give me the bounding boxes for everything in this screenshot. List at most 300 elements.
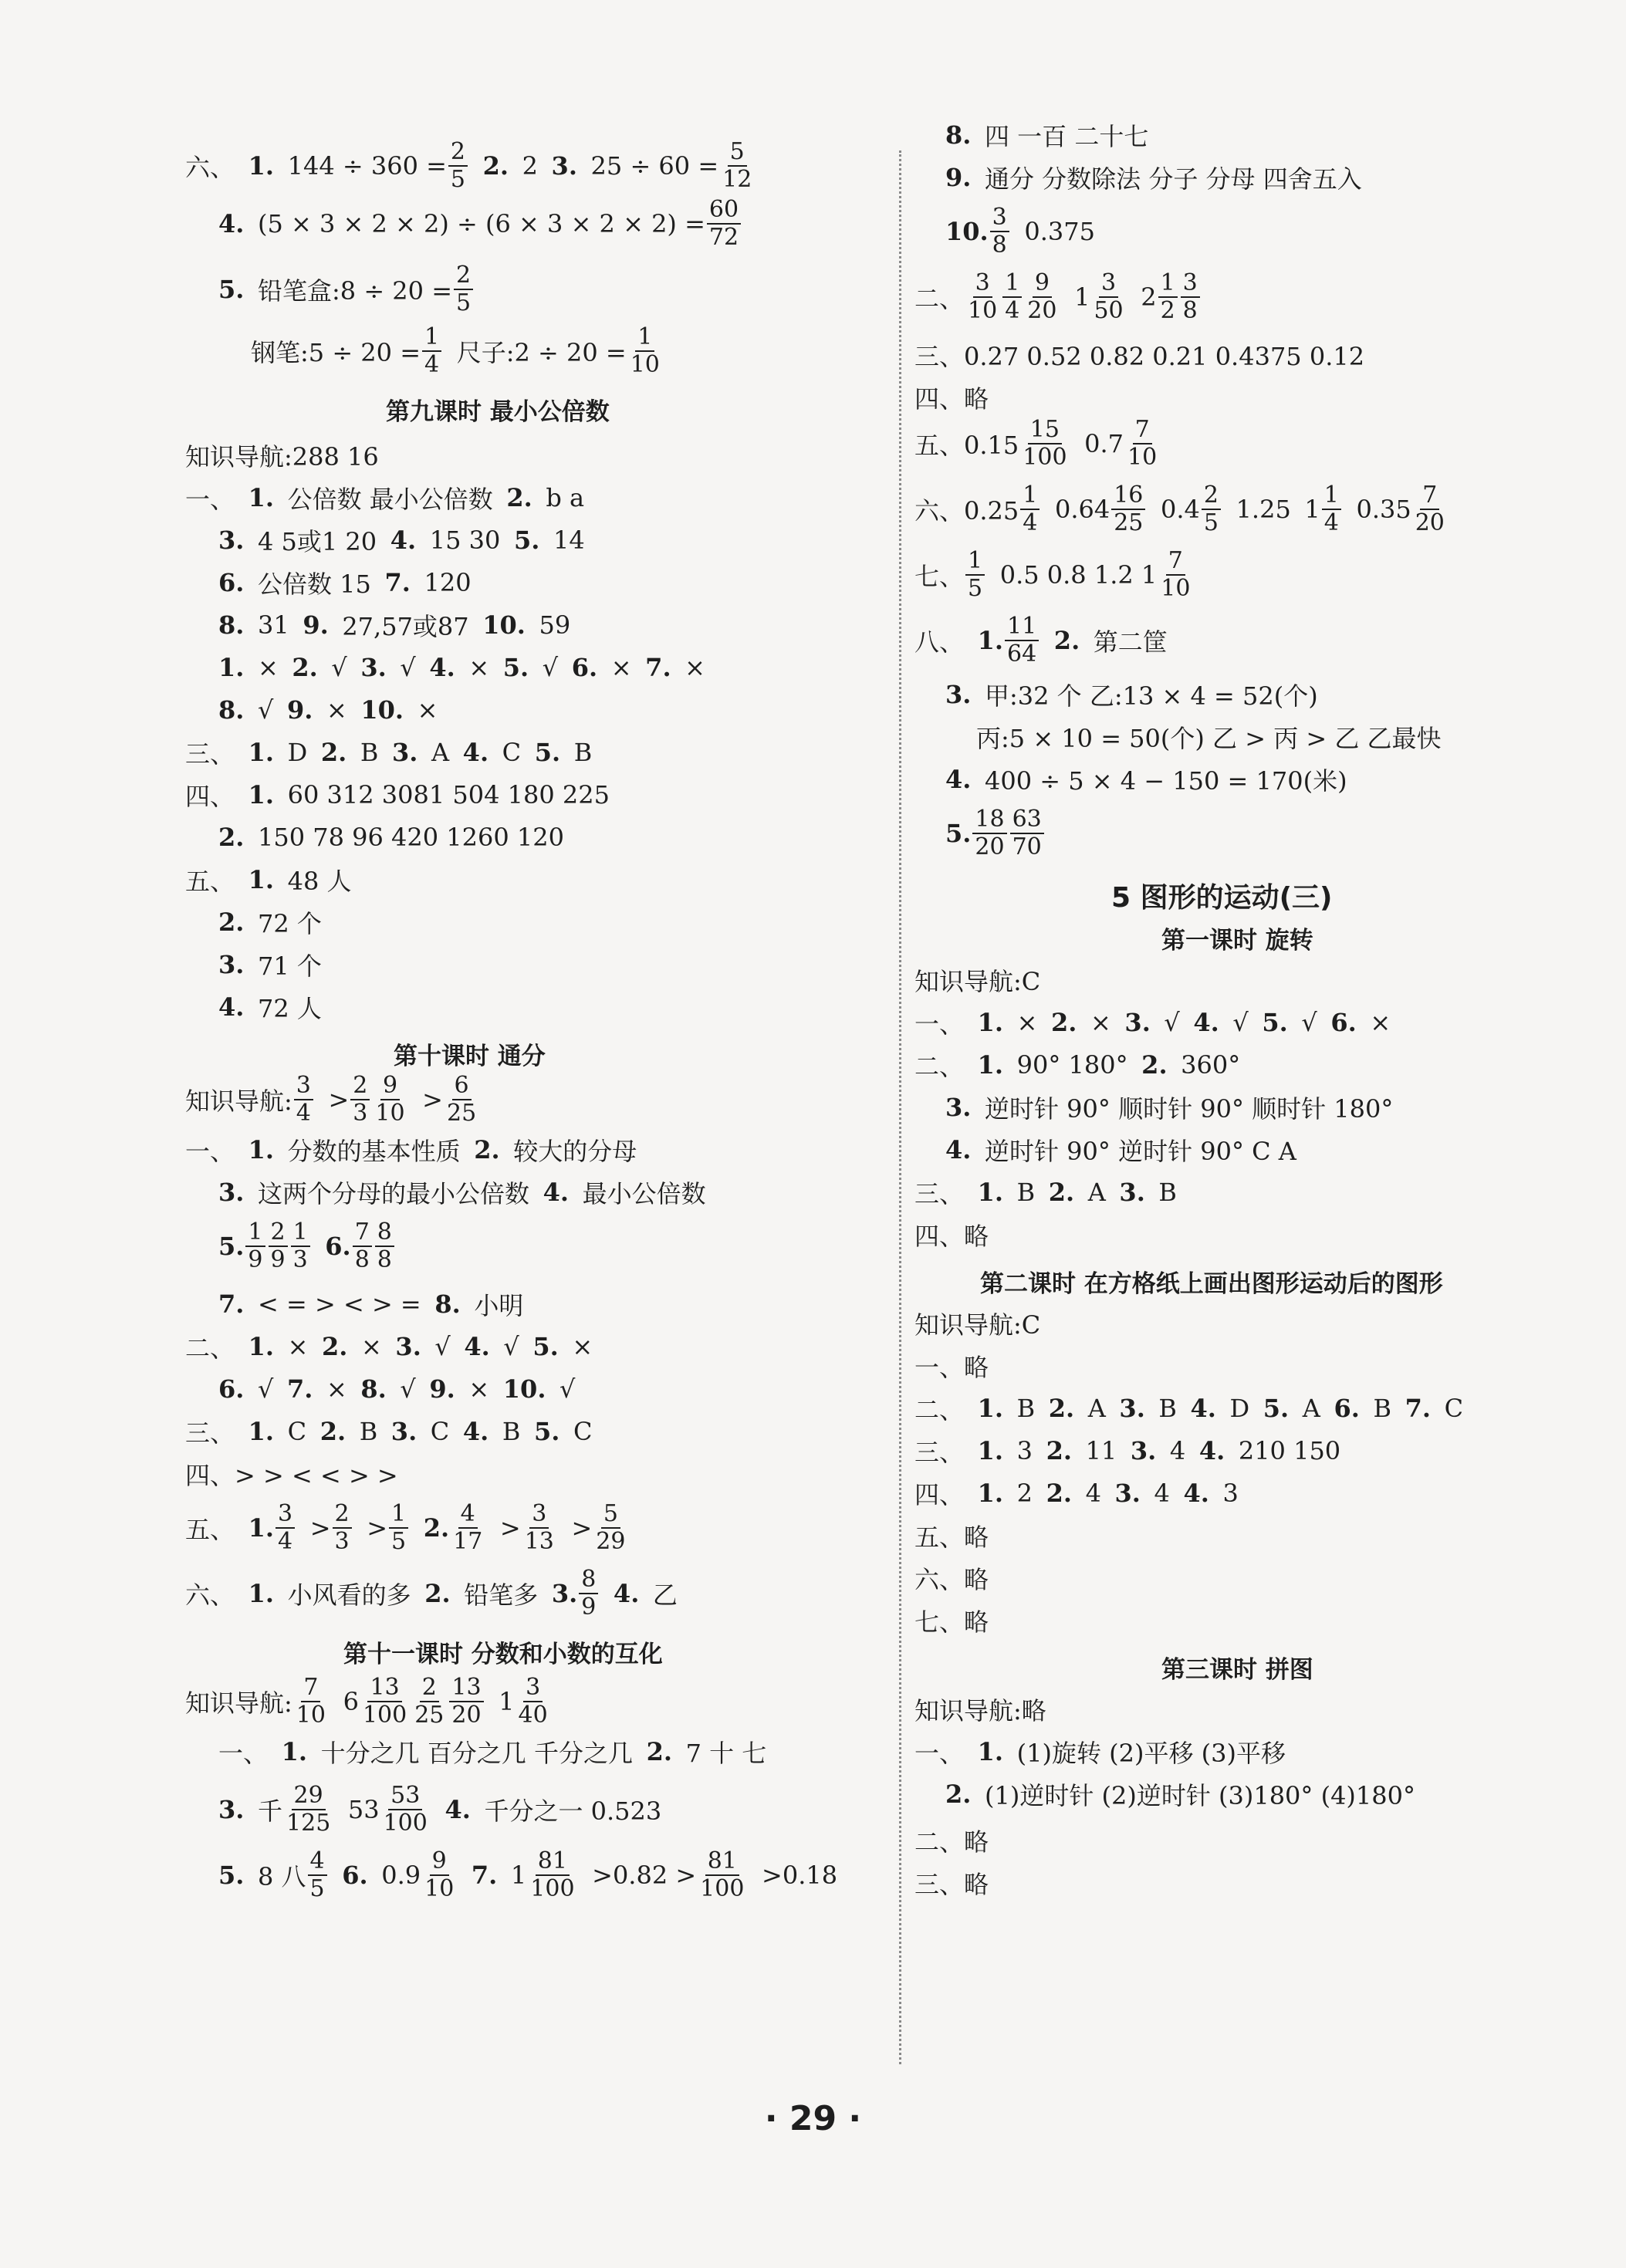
answer-text: 0.35 xyxy=(1356,495,1411,524)
answer-text: 公倍数 最小公倍数 xyxy=(287,485,493,514)
answer-text: B xyxy=(573,738,593,767)
fraction xyxy=(628,325,662,378)
denominator: 4 xyxy=(296,1100,311,1127)
fraction xyxy=(454,263,473,316)
denominator: 4 xyxy=(424,351,440,378)
numerator: 1 xyxy=(422,325,441,352)
item-number: 3. xyxy=(360,653,387,682)
answer-text: × xyxy=(1370,1008,1391,1037)
denominator: 25 xyxy=(446,1100,477,1127)
answer-text: 第二课时 在方格纸上画出图形运动后的图形 xyxy=(980,1269,1443,1298)
answer-text: >0.82 > xyxy=(592,1861,697,1890)
answer-text: 3 xyxy=(1016,1436,1033,1465)
item-number: 3. xyxy=(1119,1394,1145,1423)
answer-text: 知识导航:略 xyxy=(914,1696,1046,1726)
answer-text: 360° xyxy=(1181,1050,1241,1080)
item-number: 2. xyxy=(292,653,318,682)
item-number: 2. xyxy=(218,908,245,937)
denominator: 8 xyxy=(1182,297,1198,324)
answer-text: 53 xyxy=(347,1795,380,1824)
item-number: 5. xyxy=(533,1417,560,1446)
item-number: 6. xyxy=(218,568,245,597)
item-number: 6. xyxy=(1330,1008,1357,1037)
denominator: 29 xyxy=(596,1528,626,1555)
answer-text: 四 一百 二十七 xyxy=(985,122,1149,151)
answer-text: √ xyxy=(1164,1008,1180,1037)
answer-text: 4 xyxy=(1154,1479,1170,1508)
answer-text: 第十一课时 分数和小数的互化 xyxy=(343,1640,663,1668)
fraction xyxy=(698,1849,746,1902)
answer-line xyxy=(218,189,742,259)
item-number: 3. xyxy=(218,1178,245,1207)
answer-line xyxy=(218,1840,837,1910)
numerator: 2 xyxy=(333,1502,352,1529)
item-number: 1. xyxy=(248,1579,275,1608)
answer-text: > xyxy=(499,1513,521,1543)
item-number: 6. xyxy=(342,1861,368,1890)
answer-text: 甲:32 个 乙:13 × 4 = 52(个) xyxy=(985,681,1318,711)
answer-text: B xyxy=(1158,1178,1177,1207)
answer-text: 五、0.15 xyxy=(914,431,1019,460)
item-number: 3. xyxy=(1124,1008,1151,1037)
section-heading xyxy=(980,1246,1443,1316)
answer-text: 60 312 3081 504 180 225 xyxy=(287,780,610,810)
numerator: 2 xyxy=(350,1073,370,1100)
answer-text: C xyxy=(573,1417,593,1446)
numerator: 7 xyxy=(1133,417,1152,444)
answer-text: 较大的分母 xyxy=(513,1137,637,1166)
item-number: 1. xyxy=(281,1737,308,1766)
denominator: 5 xyxy=(1203,509,1219,536)
answer-text: 三、 xyxy=(914,1179,965,1208)
item-number: 2. xyxy=(1046,1436,1072,1465)
item-number: 2. xyxy=(319,1417,346,1446)
answer-text: 三、 xyxy=(914,1438,965,1467)
denominator: 10 xyxy=(1161,575,1191,602)
item-number: 1. xyxy=(977,1436,1004,1465)
answer-text: 1 xyxy=(1074,282,1090,312)
fraction xyxy=(269,1220,288,1273)
item-number: 1. xyxy=(248,865,275,894)
fraction xyxy=(1125,417,1159,471)
answer-text: √ xyxy=(1301,1008,1317,1037)
answer-text: 0.9 xyxy=(381,1861,421,1890)
answer-text: 第十课时 通分 xyxy=(394,1042,546,1070)
numerator: 18 xyxy=(972,807,1006,834)
item-number: 1. xyxy=(248,151,275,181)
item-number: 3. xyxy=(551,1579,578,1608)
item-number: 4. xyxy=(464,1332,490,1361)
answer-text: × xyxy=(685,653,705,682)
denominator: 8 xyxy=(377,1246,392,1273)
numerator: 1 xyxy=(1158,271,1178,298)
fraction xyxy=(308,1849,327,1902)
item-number: 3. xyxy=(395,1332,421,1361)
item-number: 4. xyxy=(543,1178,570,1207)
answer-line xyxy=(218,255,475,324)
answer-text: 知识导航: xyxy=(185,1087,292,1116)
item-number: 1. xyxy=(977,1479,1004,1508)
item-number: 4. xyxy=(462,738,489,767)
answer-text: (1)逆时针 (2)逆时针 (3)180° (4)180° xyxy=(985,1781,1415,1810)
answer-text: 1 xyxy=(1304,495,1320,524)
answer-text: × xyxy=(258,653,279,682)
numerator: 1 xyxy=(1322,483,1341,510)
answer-text: 三、略 xyxy=(914,1870,989,1899)
item-number: 2. xyxy=(945,1780,972,1809)
fraction xyxy=(1020,417,1069,471)
column-divider xyxy=(899,150,901,2064)
denominator: 5 xyxy=(391,1528,407,1555)
item-number: 4. xyxy=(613,1579,640,1608)
answer-text: 四、 xyxy=(185,782,235,811)
item-number: 2. xyxy=(474,1135,500,1164)
answer-text: 六、略 xyxy=(914,1565,989,1594)
item-number: 1. xyxy=(248,483,275,512)
answer-text: 一、 xyxy=(218,1739,269,1768)
section-heading xyxy=(1161,1632,1313,1702)
answer-text: 最小公倍数 xyxy=(582,1179,706,1208)
numerator: 8 xyxy=(375,1220,394,1247)
numerator: 7 xyxy=(1166,549,1185,576)
answer-line xyxy=(914,540,1194,610)
answer-text: 第九课时 最小公倍数 xyxy=(386,397,610,426)
numerator: 11 xyxy=(1005,614,1039,641)
fraction xyxy=(1158,546,1192,602)
answer-text: 71 个 xyxy=(258,951,322,981)
fraction xyxy=(451,1499,485,1555)
numerator: 2 xyxy=(454,263,473,290)
answer-text: 五、略 xyxy=(914,1523,989,1552)
fraction xyxy=(353,1220,372,1273)
item-number: 5. xyxy=(532,1332,559,1361)
item-number: 8. xyxy=(218,610,245,640)
item-number: 1. xyxy=(248,1417,275,1446)
answer-text: √ xyxy=(1232,1008,1249,1037)
denominator: 9 xyxy=(270,1246,286,1273)
fraction xyxy=(245,1220,265,1273)
answer-text: 150 78 96 420 1260 120 xyxy=(258,823,564,852)
item-number: 10. xyxy=(360,695,404,725)
answer-text: 三、0.27 0.52 0.82 0.21 0.4375 0.12 xyxy=(914,342,1365,371)
answer-text: 72 人 xyxy=(258,994,322,1023)
answer-text: >0.18 xyxy=(762,1861,838,1890)
answer-text: × xyxy=(361,1332,382,1361)
denominator: 40 xyxy=(518,1702,548,1729)
denominator: 12 xyxy=(722,166,752,193)
item-number: 1. xyxy=(248,738,275,767)
item-number: 10. xyxy=(482,610,526,640)
answer-text: 第二筐 xyxy=(1093,627,1168,657)
answer-text: 六、0.25 xyxy=(914,496,1019,526)
answer-text: 15 30 xyxy=(429,526,501,555)
item-number: 2. xyxy=(1048,1394,1075,1423)
item-number: 6. xyxy=(325,1232,351,1261)
answer-text: B xyxy=(1158,1394,1177,1423)
fraction xyxy=(1181,271,1200,324)
denominator: 17 xyxy=(453,1528,483,1555)
answer-text: 七、 xyxy=(914,562,965,591)
denominator: 5 xyxy=(456,289,472,316)
item-number: 5. xyxy=(218,275,245,304)
item-number: 3. xyxy=(551,151,577,181)
answer-text: C xyxy=(1444,1394,1464,1423)
answer-text: 2 xyxy=(1016,1479,1033,1508)
item-number: 9. xyxy=(286,695,313,725)
answer-text: 知识导航:288 16 xyxy=(185,442,379,472)
item-number: 4. xyxy=(390,526,417,555)
numerator: 9 xyxy=(430,1849,449,1876)
fraction xyxy=(381,1783,430,1837)
answer-line xyxy=(914,409,1161,478)
numerator: 16 xyxy=(1111,483,1145,510)
fraction xyxy=(1091,271,1125,324)
answer-text: 知识导航: xyxy=(185,1688,292,1718)
answer-text: > xyxy=(309,1513,331,1543)
answer-text: B xyxy=(360,738,379,767)
item-number: 3. xyxy=(945,1093,972,1122)
item-number: 4. xyxy=(1183,1479,1209,1508)
item-number: 3. xyxy=(1130,1436,1157,1465)
item-number: 8. xyxy=(945,120,972,150)
answer-text: 1 xyxy=(510,1861,527,1890)
answer-text: 0.4 xyxy=(1160,495,1200,524)
answer-text: 四、略 xyxy=(914,384,989,414)
fraction xyxy=(965,546,985,602)
denominator: 20 xyxy=(1027,297,1057,324)
numerator: 4 xyxy=(458,1502,478,1529)
answer-text: × xyxy=(1016,1008,1038,1037)
denominator: 10 xyxy=(296,1702,326,1729)
answer-text: 二、略 xyxy=(914,1827,989,1857)
answer-text: 四、> > < < > > xyxy=(185,1461,398,1490)
fraction xyxy=(579,1567,598,1621)
item-number: 2. xyxy=(320,738,347,767)
denominator: 20 xyxy=(1415,509,1445,536)
answer-text: > xyxy=(422,1085,443,1114)
answer-text: D xyxy=(287,738,308,767)
item-number: 3. xyxy=(391,738,418,767)
item-number: 1. xyxy=(248,1513,275,1543)
answer-text: 90° 180° xyxy=(1016,1050,1128,1080)
answer-text: √ xyxy=(434,1332,451,1361)
denominator: 70 xyxy=(1012,833,1042,860)
fraction xyxy=(291,1220,310,1273)
item-number: 1. xyxy=(248,1135,275,1164)
item-number: 3. xyxy=(1114,1479,1141,1508)
answer-text: × xyxy=(468,1374,490,1404)
answer-text: (1)旋转 (2)平移 (3)平移 xyxy=(1016,1739,1286,1768)
numerator: 1 xyxy=(389,1502,408,1529)
item-number: 5. xyxy=(218,1232,245,1261)
fraction xyxy=(422,1849,456,1902)
denominator: 8 xyxy=(354,1246,370,1273)
numerator: 81 xyxy=(536,1849,570,1876)
denominator: 125 xyxy=(286,1810,331,1837)
item-number: 1. xyxy=(977,1394,1004,1423)
denominator: 4 xyxy=(1323,509,1339,536)
answer-text: 五、 xyxy=(185,867,235,896)
answer-text: 钢笔:5 ÷ 20 = xyxy=(251,338,421,367)
answer-text: < = > < > = xyxy=(258,1289,421,1319)
answer-text: √ xyxy=(400,653,416,682)
answer-text: 知识导航:C xyxy=(914,967,1041,996)
item-number: 2. xyxy=(1048,1178,1075,1207)
answer-text: 120 xyxy=(424,568,472,597)
denominator: 8 xyxy=(992,232,1007,259)
denominator: 9 xyxy=(248,1246,263,1273)
numerator: 15 xyxy=(1028,417,1062,444)
answer-text: 这两个分母的最小公倍数 xyxy=(258,1179,530,1208)
answer-text: 二、 xyxy=(914,284,965,313)
numerator: 1 xyxy=(965,549,985,576)
fraction xyxy=(1413,483,1447,536)
answer-text: 72 个 xyxy=(258,909,322,938)
answer-text: 3 xyxy=(1222,1479,1239,1508)
answer-text: 14 xyxy=(553,526,585,555)
item-number: 4. xyxy=(462,1417,489,1446)
fraction xyxy=(448,137,468,193)
answer-text: × xyxy=(287,1332,309,1361)
answer-text: 144 ÷ 360 = xyxy=(287,151,447,181)
answer-text: √ xyxy=(258,1374,274,1404)
answer-text: 四、 xyxy=(914,1480,965,1509)
item-number: 7. xyxy=(645,653,671,682)
item-number: 1. xyxy=(977,1008,1004,1037)
denominator: 25 xyxy=(414,1702,445,1729)
item-number: 9. xyxy=(303,610,329,640)
fraction xyxy=(1322,483,1341,536)
fraction xyxy=(1202,483,1221,536)
item-number: 2. xyxy=(646,1737,672,1766)
answer-text: 1 xyxy=(499,1687,515,1716)
numerator: 81 xyxy=(705,1849,739,1876)
item-number: 2. xyxy=(1141,1050,1168,1080)
denominator: 100 xyxy=(362,1702,407,1729)
answer-text: 分数的基本性质 xyxy=(287,1137,461,1166)
item-number: 7. xyxy=(384,568,411,597)
fraction xyxy=(422,325,441,378)
denominator: 3 xyxy=(292,1246,308,1273)
item-number: 3. xyxy=(218,1795,245,1824)
item-number: 4. xyxy=(218,992,245,1022)
answer-text: 59 xyxy=(539,610,571,640)
denominator: 20 xyxy=(975,833,1005,860)
numerator: 2 xyxy=(420,1675,439,1702)
denominator: 3 xyxy=(334,1528,350,1555)
denominator: 100 xyxy=(383,1810,428,1837)
item-number: 5. xyxy=(218,1861,245,1890)
fraction xyxy=(707,195,741,251)
item-number: 2. xyxy=(1046,1479,1072,1508)
answer-text: 210 150 xyxy=(1238,1436,1341,1465)
answer-text: B xyxy=(359,1417,378,1446)
item-number: 6. xyxy=(218,1374,245,1404)
numerator: 7 xyxy=(353,1220,372,1247)
answer-text: 一、 xyxy=(185,1137,235,1166)
denominator: 10 xyxy=(424,1875,455,1902)
item-number: 5. xyxy=(1262,1008,1288,1037)
answer-text: 逆时针 90° 顺时针 90° 顺时针 180° xyxy=(985,1094,1394,1124)
answer-text: √ xyxy=(258,695,274,725)
numerator: 3 xyxy=(1099,271,1118,298)
answer-line xyxy=(914,1200,989,1269)
item-number: 1. xyxy=(248,780,275,810)
denominator: 2 xyxy=(1160,297,1175,324)
item-number: 9. xyxy=(429,1374,455,1404)
numerator: 3 xyxy=(973,271,992,298)
item-number: 8. xyxy=(218,695,245,725)
answer-text: 尺子:2 ÷ 20 = xyxy=(456,338,627,367)
answer-text: 七、略 xyxy=(914,1607,989,1637)
item-number: 4. xyxy=(218,209,245,238)
numerator: 3 xyxy=(1181,271,1200,298)
answer-text: B xyxy=(1016,1394,1036,1423)
numerator: 29 xyxy=(292,1783,326,1810)
denominator: 4 xyxy=(1005,297,1020,324)
answer-text: > xyxy=(328,1085,350,1114)
fraction xyxy=(972,807,1006,860)
denominator: 4 xyxy=(1023,509,1038,536)
answer-text: 通分 分数除法 分子 分母 四舍五入 xyxy=(985,164,1362,194)
item-number: 3. xyxy=(218,950,245,979)
answer-text: A xyxy=(1087,1394,1106,1423)
answer-text: C xyxy=(502,738,522,767)
denominator: 25 xyxy=(1114,509,1144,536)
answer-line xyxy=(914,1586,989,1655)
answer-text: × xyxy=(1090,1008,1111,1037)
answer-line xyxy=(914,1848,989,1918)
answer-text: 7 十 七 xyxy=(685,1739,767,1768)
fraction xyxy=(389,1499,408,1555)
answer-text: > xyxy=(367,1513,388,1543)
numerator: 60 xyxy=(707,198,741,225)
answer-text: × xyxy=(417,695,438,725)
numerator: 63 xyxy=(1010,807,1044,834)
answer-text: 逆时针 90° 逆时针 90° C A xyxy=(985,1137,1296,1166)
denominator: 10 xyxy=(630,351,660,378)
item-number: 2. xyxy=(1051,1008,1077,1037)
item-number: 6. xyxy=(571,653,598,682)
answer-text: 6 xyxy=(343,1687,359,1716)
fraction xyxy=(990,205,1009,259)
answer-text: 0.7 xyxy=(1084,429,1124,458)
answer-text: 二、 xyxy=(914,1395,965,1425)
answer-text: 一、 xyxy=(914,1009,965,1039)
answer-text: A xyxy=(1087,1178,1106,1207)
denominator: 9 xyxy=(581,1594,597,1621)
item-number: 2. xyxy=(322,1332,348,1361)
answer-text: 丙:5 × 10 = 50(个) 乙 > 丙 > 乙 乙最快 xyxy=(976,724,1442,753)
answer-text: B xyxy=(1373,1394,1391,1423)
denominator: 100 xyxy=(700,1875,745,1902)
item-number: 2. xyxy=(482,151,509,181)
answer-line xyxy=(945,1759,1415,1829)
answer-text: B xyxy=(1016,1178,1036,1207)
numerator: 1 xyxy=(1002,271,1022,298)
numerator: 6 xyxy=(452,1073,472,1100)
answer-text: 4 xyxy=(1085,1479,1101,1508)
numerator: 9 xyxy=(1033,271,1052,298)
item-number: 5. xyxy=(945,819,972,848)
numerator: 53 xyxy=(388,1783,422,1810)
answer-text: 小风看的多 xyxy=(287,1580,411,1610)
fraction xyxy=(593,1499,627,1555)
answer-text: 铅笔多 xyxy=(464,1580,539,1610)
answer-text: 乙 xyxy=(652,1580,678,1610)
denominator: 5 xyxy=(968,575,983,602)
answer-text: 48 人 xyxy=(287,867,352,896)
